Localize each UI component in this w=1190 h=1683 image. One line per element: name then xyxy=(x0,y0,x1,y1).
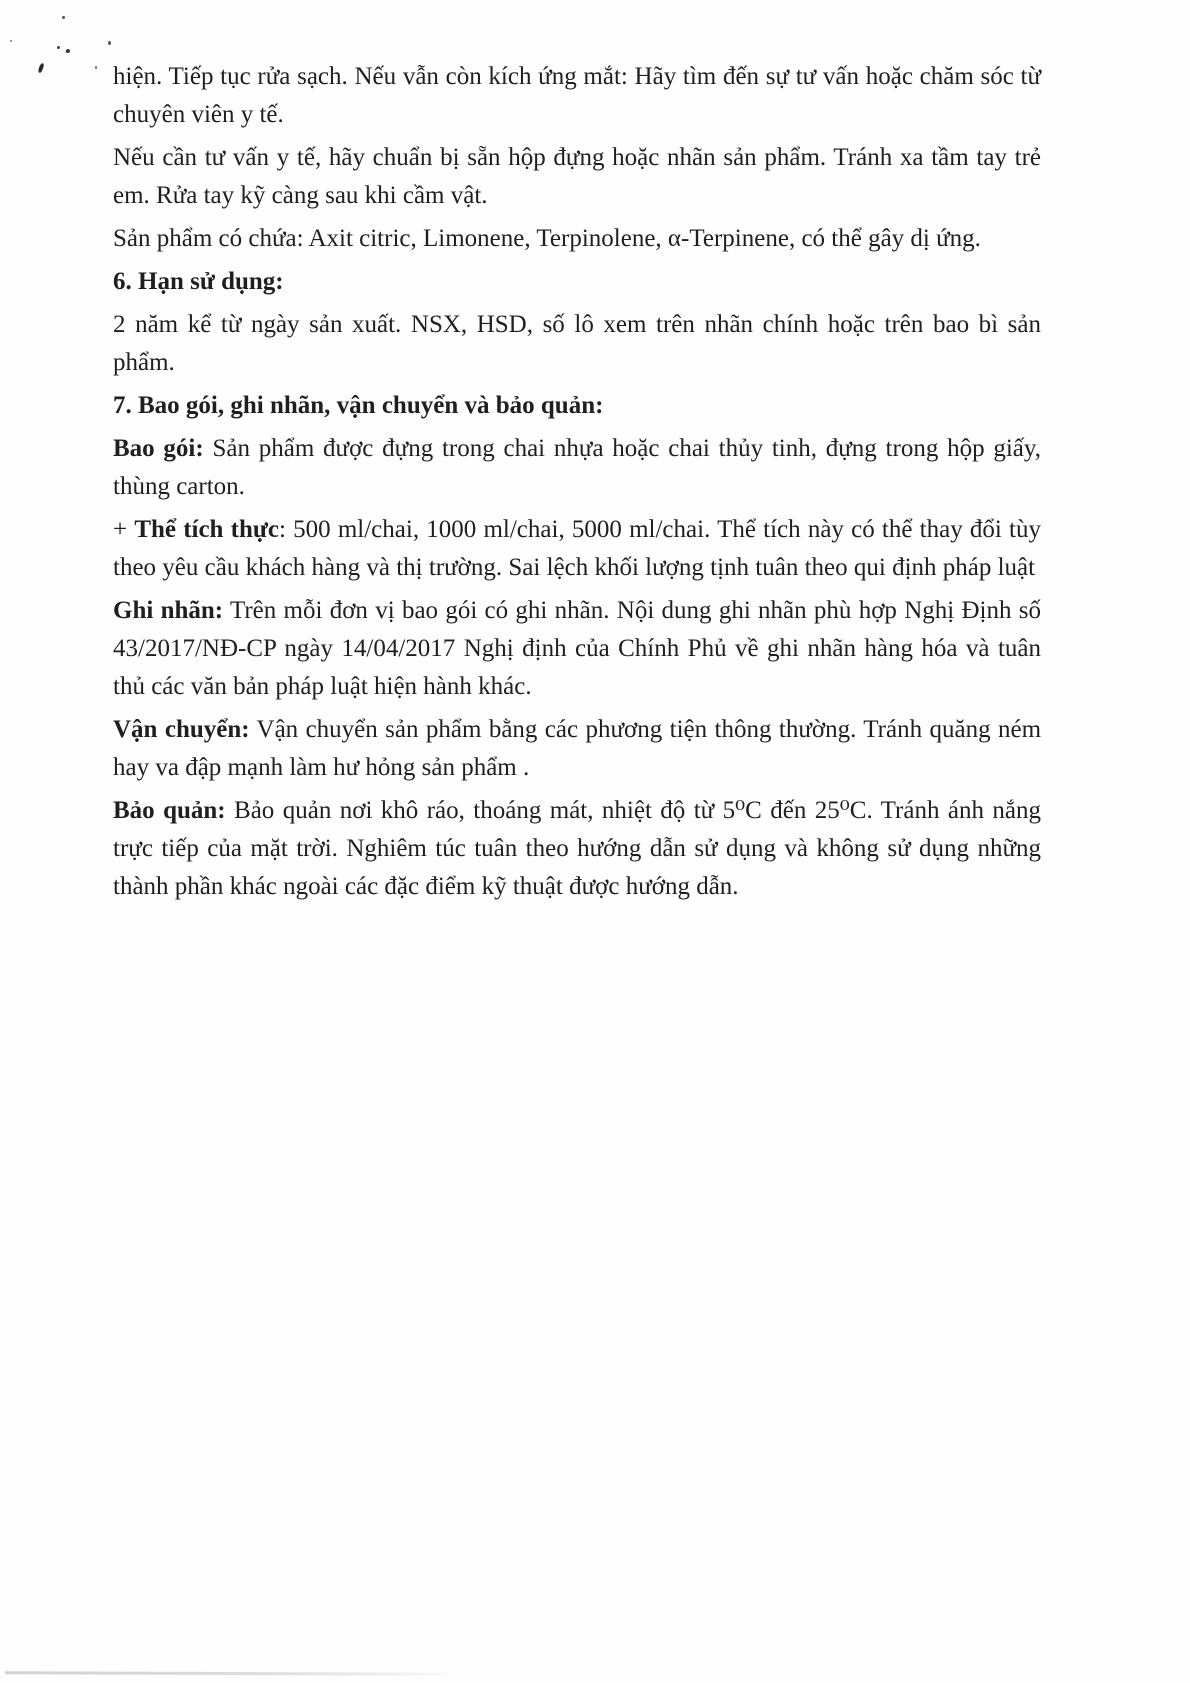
text-labeling: Trên mỗi đơn vị bao gói có ghi nhãn. Nội dung ghi nhãn phù hợp Nghị Định số 43/2017/NĐ-CP ngày 14/04/2017 Nghị định của Chính Phủ về ghi nhãn hàng hóa và tuân thủ các văn bản pháp luật hiện hành khác. xyxy=(113,597,1041,700)
paragraph-labeling xyxy=(113,592,1041,706)
section-heading-packaging: 7. Bao gói, ghi nhãn, vận chuyển và bảo quản: xyxy=(113,392,604,419)
scan-speck xyxy=(38,63,45,74)
label-the-tich-thuc: Thể tích thực xyxy=(134,516,279,543)
text-volume-prefix: + xyxy=(113,516,135,543)
paragraph-packaging xyxy=(113,430,1041,506)
text-storage: Bảo quản nơi khô ráo, thoáng mát, nhiệt độ từ 5⁰C đến 25⁰C. Tránh ánh nắng trực tiếp của mặt trời. Nghiêm túc tuân theo hướng dẫn sử dụng và không sử dụng những thành phần khác ngoài các đặc điểm kỹ thuật được hướng dẫn. xyxy=(113,797,1041,900)
paragraph-transport xyxy=(113,711,1041,787)
label-bao-quan: Bảo quản: xyxy=(113,797,226,824)
label-van-chuyen: Vận chuyển: xyxy=(113,716,250,743)
paragraph-net-volume xyxy=(113,511,1041,587)
label-ghi-nhan: Ghi nhãn: xyxy=(113,597,224,624)
paragraph-eye-irritation: hiện. Tiếp tục rửa sạch. Nếu vẫn còn kích ứng mắt: Hãy tìm đến sự tư vấn hoặc chăm sóc từ chuyên viên y tế. xyxy=(113,63,1041,128)
scan-speck xyxy=(10,40,12,42)
paragraph-allergens: Sản phẩm có chứa: Axit citric, Limonene, Terpinolene, α-Terpinene, có thể gây dị ứng. xyxy=(113,225,981,252)
scan-speck xyxy=(57,46,60,49)
paragraph-storage xyxy=(113,792,1041,906)
text-volume: : 500 ml/chai, 1000 ml/chai, 5000 ml/chai. Thể tích này có thể thay đổi tùy theo yêu cầu khách hàng và thị trường. Sai lệch khối lượng tịnh tuân theo qui định pháp luật xyxy=(113,516,1041,581)
paragraph-shelf-life: 2 năm kể từ ngày sản xuất. NSX, HSD, số lô xem trên nhãn chính hoặc trên bao bì sản phẩm. xyxy=(113,311,1041,376)
scan-speck xyxy=(95,66,97,69)
scan-line-artifact xyxy=(5,1671,465,1676)
scan-speck xyxy=(108,41,111,45)
text-packaging: Sản phẩm được đựng trong chai nhựa hoặc chai thủy tinh, đựng trong hộp giấy, thùng carton. xyxy=(113,435,1042,500)
document-body xyxy=(113,58,1041,911)
text-transport: Vận chuyển sản phẩm bằng các phương tiện thông thường. Tránh quăng ném hay va đập mạnh làm hư hỏng sản phẩm . xyxy=(113,716,1042,781)
section-heading-shelf-life: 6. Hạn sử dụng: xyxy=(113,268,284,295)
label-bao-goi: Bao gói: xyxy=(113,435,204,462)
scan-speck xyxy=(65,48,70,53)
scan-speck xyxy=(62,16,65,19)
paragraph-medical-advice: Nếu cần tư vấn y tế, hãy chuẩn bị sẵn hộp đựng hoặc nhãn sản phẩm. Tránh xa tầm tay trẻ em. Rửa tay kỹ càng sau khi cầm vật. xyxy=(113,144,1041,209)
